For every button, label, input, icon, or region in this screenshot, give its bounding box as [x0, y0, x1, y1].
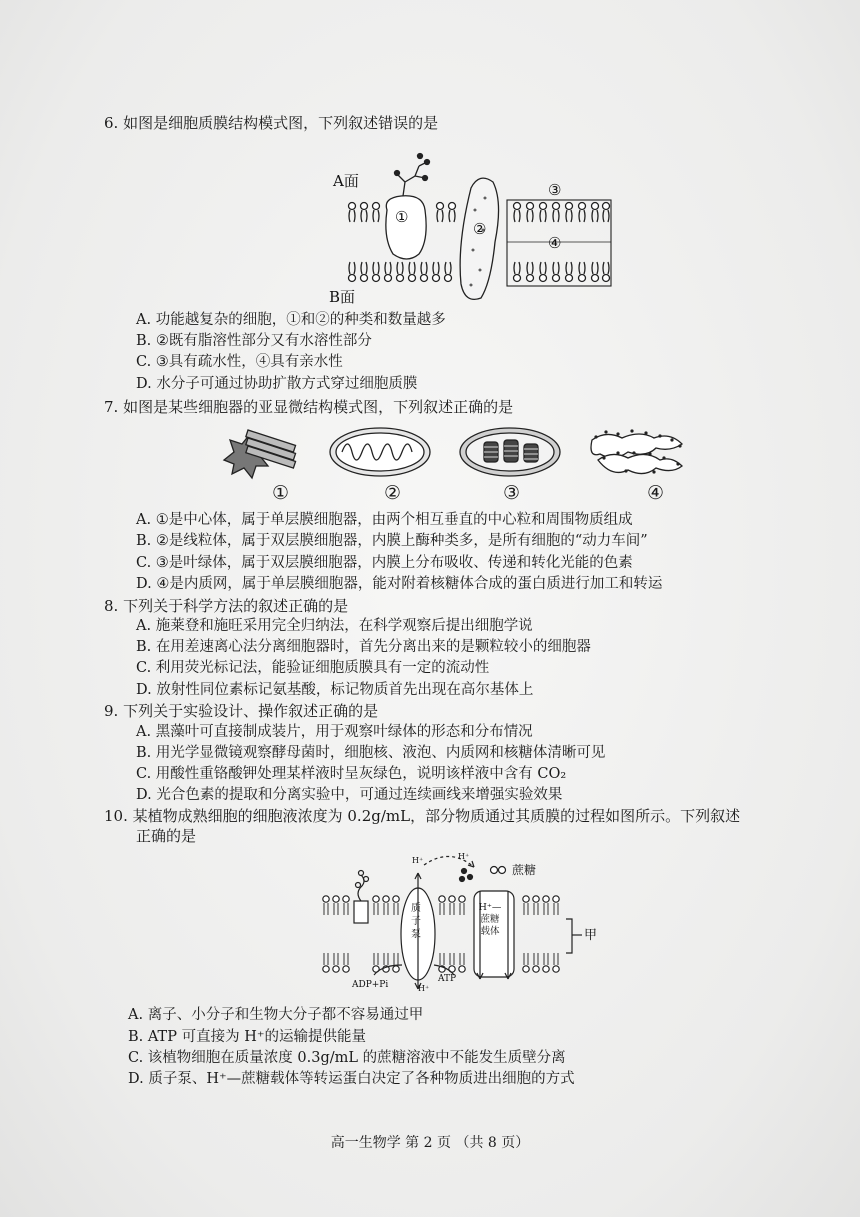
- q7-option-c: C. ③是叶绿体，属于双层膜细胞器，内膜上分布吸收、传递和转化光能的色素: [136, 555, 633, 571]
- q6-option-a: A. 功能越复杂的细胞，①和②的种类和数量越多: [136, 312, 446, 328]
- q10-option-a: A. 离子、小分子和生物大分子都不容易通过甲: [128, 1007, 424, 1023]
- q10-stem-line2: 正确的是: [136, 827, 197, 845]
- fig-jia: 甲: [584, 928, 598, 943]
- q6-option-d: D. 水分子可通过协助扩散方式穿过细胞质膜: [136, 376, 418, 392]
- q6-option-c: C. ③具有疏水性，④具有亲水性: [136, 354, 343, 370]
- label-3: ③: [548, 181, 562, 199]
- q9-option-a: A. 黑藻叶可直接制成装片，用于观察叶绿体的形态和分布情况: [136, 724, 533, 740]
- q8-option-a: A. 施莱登和施旺采用完全归纳法，在科学观察后提出细胞学说: [136, 618, 533, 634]
- label-1: ①: [395, 208, 409, 226]
- q6-stem: 6. 如图是细胞质膜结构模式图，下列叙述错误的是: [104, 114, 439, 132]
- q10-option-d: D. 质子泵、H⁺—蔗糖载体等转运蛋白决定了各种物质进出细胞的方式: [128, 1071, 575, 1087]
- label-2: ②: [473, 220, 487, 238]
- fig-h-top: H⁺: [412, 856, 424, 865]
- q7-option-d: D. ④是内质网，属于单层膜细胞器，能对附着核糖体合成的蛋白质进行加工和转运: [136, 576, 663, 592]
- q7-organelles-figure: [214, 420, 694, 482]
- b-side-label: B面: [329, 288, 356, 306]
- fig-h-bottom: H⁺: [418, 984, 430, 993]
- fig-sucrose: 蔗糖: [512, 863, 537, 877]
- q6-membrane-figure: [325, 150, 635, 310]
- q9-option-c: C. 用酸性重铬酸钾处理某样液时呈灰绿色，说明该样液中含有 CO₂: [136, 766, 567, 782]
- q7-option-b: B. ②是线粒体，属于双层膜细胞器，内膜上酶种类多，是所有细胞的“动力车间”: [136, 533, 648, 549]
- organelle-label-4: ④: [647, 482, 665, 504]
- a-side-label: A面: [333, 172, 359, 190]
- label-4: ④: [548, 234, 562, 252]
- organelle-label-2: ②: [384, 482, 402, 504]
- q8-option-b: B. 在用差速离心法分离细胞器时，首先分离出来的是颗粒较小的细胞器: [136, 639, 591, 655]
- q8-option-d: D. 放射性同位素标记氨基酸，标记物质首先出现在高尔基体上: [136, 682, 534, 698]
- q6-option-b: B. ②既有脂溶性部分又有水溶性部分: [136, 333, 372, 349]
- q7-option-a: A. ①是中心体，属于单层膜细胞器，由两个相互垂直的中心粒和周围物质组成: [136, 512, 633, 528]
- carrier-label: H⁺—蔗糖载体: [478, 902, 502, 937]
- organelle-label-3: ③: [503, 482, 521, 504]
- q10-option-c: C. 该植物细胞在质量浓度 0.3g/mL 的蔗糖溶液中不能发生质壁分离: [128, 1050, 566, 1066]
- fig-adp: ADP+Pi: [352, 980, 389, 990]
- q10-option-b: B. ATP 可直接为 H⁺的运输提供能量: [128, 1029, 366, 1045]
- q10-stem-line1: 10. 某植物成熟细胞的细胞液浓度为 0.2g/mL，部分物质通过其质膜的过程如图所示。下列叙述: [104, 807, 741, 825]
- fig-atp: ATP: [438, 974, 457, 984]
- q8-option-c: C. 利用荧光标记法，能验证细胞质膜具有一定的流动性: [136, 660, 490, 676]
- page-footer: 高一生物学 第 2 页 （共 8 页）: [330, 1135, 530, 1151]
- fig-h-top2: H⁺: [458, 852, 470, 861]
- proton-pump-label: 质子泵: [411, 903, 421, 940]
- organelle-label-1: ①: [272, 482, 290, 504]
- q7-stem: 7. 如图是某些细胞器的亚显微结构模式图，下列叙述正确的是: [104, 398, 514, 416]
- q9-option-b: B. 用光学显微镜观察酵母菌时，细胞核、液泡、内质网和核糖体清晰可见: [136, 745, 606, 761]
- q8-stem: 8. 下列关于科学方法的叙述正确的是: [104, 597, 349, 615]
- q9-stem: 9. 下列关于实验设计、操作叙述正确的是: [104, 702, 379, 720]
- q9-option-d: D. 光合色素的提取和分离实验中，可通过连续画线来增强实验效果: [136, 787, 563, 803]
- q10-transport-figure: [318, 845, 618, 1000]
